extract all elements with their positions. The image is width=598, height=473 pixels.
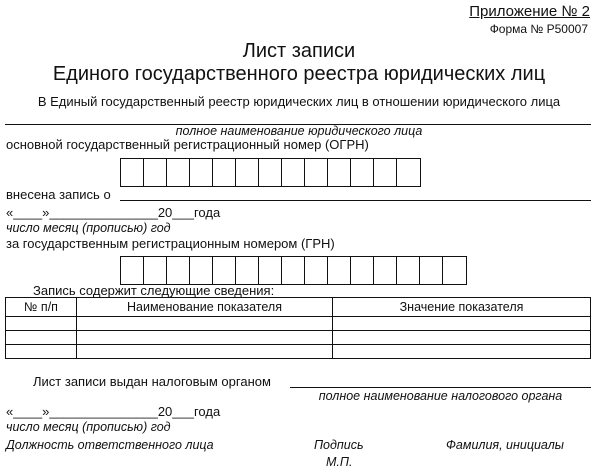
digit-cell	[167, 257, 190, 284]
digit-cell	[213, 257, 236, 284]
table-cell	[333, 331, 591, 345]
digit-cell	[259, 159, 282, 186]
digit-cell	[328, 257, 351, 284]
entry-made-line	[120, 200, 591, 201]
digit-cell	[282, 257, 305, 284]
digit-cell	[121, 257, 144, 284]
digit-cell	[190, 159, 213, 186]
content-label: Запись содержит следующие сведения:	[33, 283, 275, 298]
position-caption: Должность ответственного лица	[6, 438, 214, 452]
document-title: Лист записи	[242, 40, 356, 62]
entry-made-label: внесена запись о	[6, 187, 111, 202]
table-cell	[333, 345, 591, 359]
digit-cell	[236, 159, 259, 186]
table-cell	[6, 345, 77, 359]
ogrn-label: основной государственный регистрационный номер (ОГРН)	[6, 137, 369, 152]
date-line-2: «____»_______________20___года	[6, 404, 221, 419]
ogrn-cells	[120, 158, 421, 187]
digit-cell	[305, 257, 328, 284]
form-number: Форма № Р50007	[489, 22, 588, 36]
table-row	[6, 317, 591, 331]
digit-cell	[351, 159, 374, 186]
table-cell	[77, 317, 333, 331]
table-cell	[6, 331, 77, 345]
authority-line	[290, 387, 591, 388]
digit-cell	[420, 257, 443, 284]
grn-cells	[120, 256, 467, 285]
table-cell	[77, 345, 333, 359]
grn-label: за государственным регистрационным номером (ГРН)	[6, 236, 335, 251]
digit-cell	[236, 257, 259, 284]
column-header-indicator-value: Значение показателя	[333, 298, 591, 317]
appendix-label: Приложение № 2	[469, 3, 590, 20]
digit-cell	[167, 159, 190, 186]
digit-cell	[374, 159, 397, 186]
intro-text: В Единый государственный реестр юридических лиц в отношении юридического лица	[37, 94, 561, 109]
digit-cell	[282, 159, 305, 186]
digit-cell	[351, 257, 374, 284]
table-row	[6, 331, 591, 345]
digit-cell	[144, 159, 167, 186]
digit-cell	[121, 159, 144, 186]
entity-name-caption: полное наименование юридического лица	[175, 124, 423, 138]
digit-cell	[305, 159, 328, 186]
column-header-indicator-name: Наименование показателя	[77, 298, 333, 317]
digit-cell	[259, 257, 282, 284]
digit-cell	[374, 257, 397, 284]
digit-cell	[190, 257, 213, 284]
digit-cell	[397, 257, 420, 284]
date-line: «____»_______________20___года	[6, 205, 221, 220]
issued-label: Лист записи выдан налоговым органом	[33, 374, 271, 389]
digit-cell	[443, 257, 466, 284]
digit-cell	[328, 159, 351, 186]
digit-cell	[213, 159, 236, 186]
digit-cell	[397, 159, 420, 186]
full-name-caption: Фамилия, инициалы	[446, 438, 564, 452]
document-subtitle: Единого государственного реестра юридических лиц	[52, 63, 546, 85]
table-row	[6, 345, 591, 359]
digit-cell	[144, 257, 167, 284]
column-header-number: № п/п	[6, 298, 77, 317]
date-caption: число месяц (прописью) год	[6, 221, 171, 235]
seal-caption: М.П.	[326, 455, 353, 469]
indicators-table	[5, 297, 591, 359]
table-cell	[77, 331, 333, 345]
signature-caption: Подпись	[314, 438, 364, 452]
authority-caption: полное наименование налогового органа	[318, 389, 563, 403]
table-cell	[333, 317, 591, 331]
date-caption-2: число месяц (прописью) год	[6, 420, 171, 434]
table-header-row	[6, 298, 591, 317]
table-cell	[6, 317, 77, 331]
